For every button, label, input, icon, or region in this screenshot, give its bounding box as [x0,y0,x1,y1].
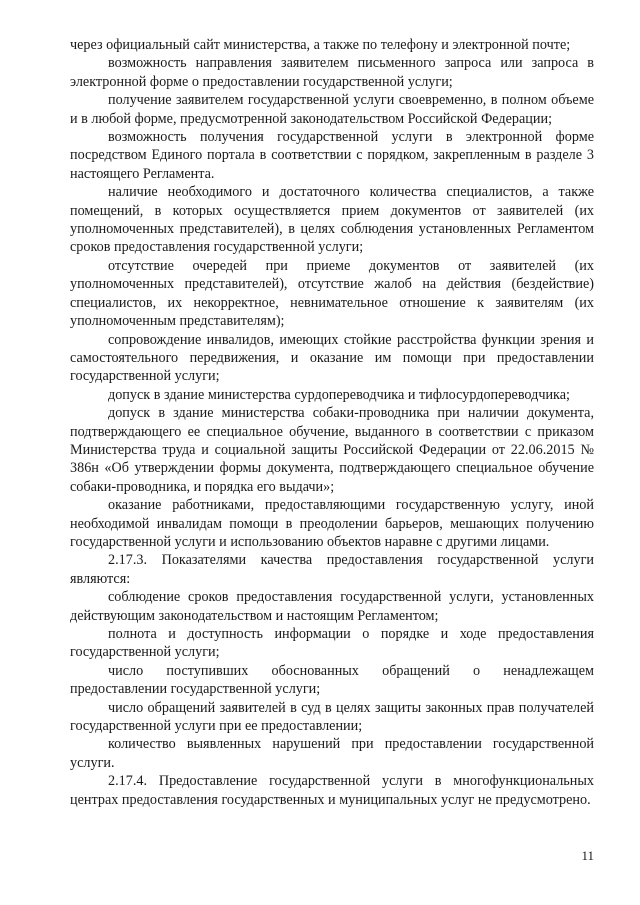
paragraph-13: полнота и доступность информации о порядке и ходе предоставления государственной услуги; [70,626,594,661]
section-2-17-4: 2.17.4. Предоставление государственной услуги в многофункциональных центрах предоставления государственных и муниципальных услуг не предусмотрено. [70,773,594,808]
paragraph-15: число обращений заявителей в суд в целях защиты законных прав получателей государственной услуги при ее предоставлении; [70,699,594,735]
page-number: 11 [581,848,594,863]
paragraph-2: возможность направления заявителем письменного запроса или запроса в электронной форме о предоставлении государственной услуги; [70,55,594,90]
paragraph-1: через официальный сайт министерства, а также по телефону и электронной почте; [70,37,571,53]
paragraph-5: наличие необходимого и достаточного количества специалистов, а также помещений, в которых осуществляется прием документов от заявителей (их уполномоченных представителей), в целях соблюдения установленных Регламентом сроков предоставления государственной услуги; [70,184,594,256]
paragraph-4: возможность получения государственной услуги в электронной форме посредством Единого портала в соответствии с порядком, закрепленным в разделе 3 настоящего Регламента. [70,129,594,182]
paragraph-6: отсутствие очередей при приеме документов от заявителей (их уполномоченных представителей), отсутствие жалоб на действия (бездействие) специалистов, их некорректное, невнимательное отношение к заявителям (их уполномоченным представителям); [70,257,594,330]
paragraph-8: допуск в здание министерства сурдопереводчика и тифлосурдопереводчика; [108,386,570,403]
paragraph-10: оказание работниками, предоставляющими государственную услугу, иной необходимой инвалидам помощи в преодолении барьеров, мешающих получению государственной услуги и использованию объектов наравне с другими лицами. [70,497,594,550]
paragraph-3: получение заявителем государственной услуги своевременно, в полном объеме и в любой форме, предусмотренной законодательством Российской Федерации; [70,92,594,127]
section-2-17-3: 2.17.3. Показателями качества предоставления государственной услуги являются: [70,552,594,587]
paragraph-7: сопровождение инвалидов, имеющих стойкие расстройства функции зрения и самостоятельного передвижения, и оказание им помощи при предоставлении государственной услуги; [70,331,594,385]
paragraph-12: соблюдение сроков предоставления государственной услуги, установленных действующим законодательством и настоящим Регламентом; [70,589,594,624]
paragraph-14: число поступивших обоснованных обращений о ненадлежащем предоставлении государственной услуги; [70,662,594,698]
paragraph-16: количество выявленных нарушений при предоставлении государственной услуги. [70,736,594,771]
paragraph-9: допуск в здание министерства собаки-проводника при наличии документа, подтверждающего ее специальное обучение, выданного в соответствии с приказом Министерства труда и социальной защиты Российской Федерации от 22.06.2015 № 386н «Об утверждении формы документа, подтверждающего специальное обучение собаки-проводника, и порядка его выдачи»; [70,405,594,495]
document-page [70,36,594,809]
